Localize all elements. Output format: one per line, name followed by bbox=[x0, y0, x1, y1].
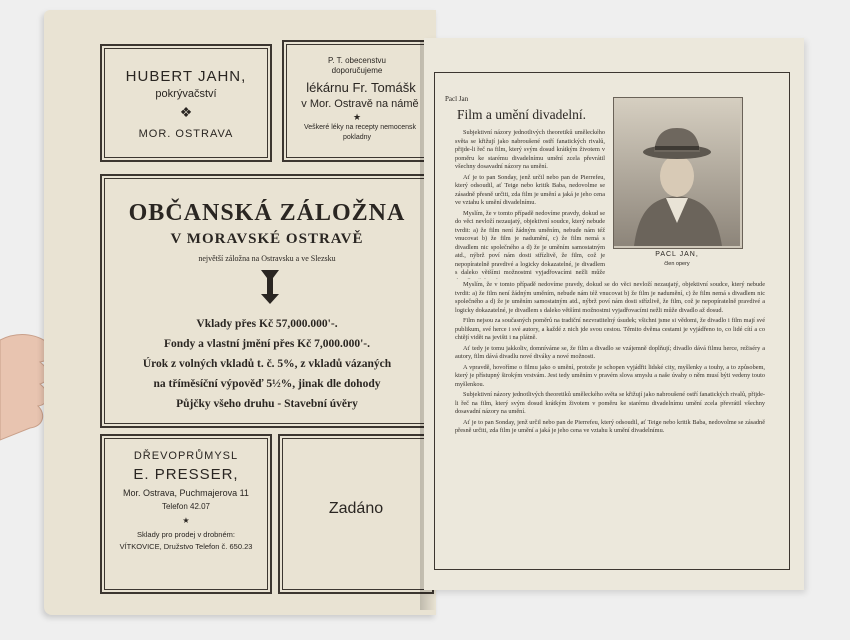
article-paragraph: Subjektivní názory jednotlivých theoretiků uměleckého světa se křižují jako nabroušené ostří fanatických rivalů, přijde-li řeč na film, který svým dosud krátkým životem v poměru ke starému divadelnímu umění zcela převrátil všechny dosavadní názory na umění. bbox=[455, 391, 765, 415]
article-frame bbox=[434, 72, 790, 570]
zalozna-subtitle: V MORAVSKÉ OSTRAVĚ bbox=[170, 231, 364, 247]
zalozna-tagline: největší záložna na Ostravsku a ve Slezsku bbox=[198, 254, 336, 263]
article-paragraph: Myslím, že v tomto případě nedovíme pravdy, dokud se do věci nevloží nezaujatý, objektivní soudce, který nebude tvrdit: a) že film není žádným uměním, nebude nám též vnucovat b) že film je nadumění, c) že film nemá s divadlem nic společného a d) že je uměním samostatným atd., nýbrž poví nám dosti střízlivě, že film, což je nepopíratelně pravdivé a logicky dokazatelné, je divadlem s daleko většími možnostmi vyjadřovacími nežli může bbox=[455, 209, 605, 276]
article-author: Pacl Jan bbox=[445, 95, 469, 103]
presser-line3: Mor. Ostrava, Puchmajerova 11 bbox=[123, 488, 249, 498]
ad-obcanska-zalozna bbox=[100, 174, 434, 428]
article-paragraph: Ať je to pan Sonday, jenž určil nebo pan de Pierrefeu, který odsoudil, ať Teige nebo kritik Baba, nedovolme se zásadně přesně určiti, zda film je umění a jaká je jeho cena ve vztahu k umění divadelnímu. bbox=[455, 173, 605, 206]
article-paragraph: Subjektivní názory jednotlivých theoretiků uměleckého světa se křižují jako nabroušené ostří fanatických rivalů, přijde-li řeč na film, který svým dosud krátkým životem v poměru ke starému divadelnímu umění zcela převrátil všechny dosavadní názory na umění. bbox=[455, 129, 605, 170]
zalozna-line-notice: na tříměsíční výpověď 5½%, jinak dle dohody bbox=[153, 378, 381, 390]
presser-line1: DŘEVOPRŮMYSL bbox=[133, 450, 239, 462]
right-page bbox=[424, 38, 804, 590]
zalozna-line-funds: Fondy a vlastní jmění přes Kč 7,000.000'-. bbox=[163, 338, 371, 350]
ad-pharmacy-line1: P. T. obecenstvu bbox=[328, 56, 386, 65]
ad-pharmacy-line4: v Mor. Ostravě na námě bbox=[301, 98, 419, 110]
down-arrow-icon bbox=[259, 268, 281, 306]
ad-zadano bbox=[278, 434, 434, 594]
article-title: Film a umění divadelní. bbox=[457, 107, 586, 122]
zadano-text: Zadáno bbox=[328, 500, 384, 517]
photo-subcaption: člen opery bbox=[664, 261, 690, 267]
article-paragraph: A vpravdě, hovoříme o filmu jako o umění, protože je schopen vyjádřit lidské city, myšlenky a touhy, a to způsobem, který je přístupný širokým vrstvám. Jest tedy uměním v pravém slova smyslu a naše úvahy o něm musí býti vedeny touto myšlenkou. bbox=[455, 363, 765, 388]
presser-line2: E. PRESSER, bbox=[133, 466, 239, 483]
star-icon: ★ bbox=[182, 516, 190, 525]
ad-hubert-jahn bbox=[100, 44, 272, 162]
zalozna-title: OBČANSKÁ ZÁLOŽNA bbox=[128, 200, 406, 226]
ad-jahn-name: HUBERT JAHN, bbox=[125, 68, 247, 85]
ad-presser bbox=[100, 434, 272, 594]
ornament-icon: ❖ bbox=[179, 104, 193, 120]
ad-pharmacy-line3: lékárnu Fr. Tomášk bbox=[306, 80, 416, 95]
ad-pharmacy-tomasek bbox=[282, 40, 432, 162]
ad-pharmacy-line6: pokladny bbox=[342, 134, 372, 141]
article-paragraph: Ať je to pan Sonday, jenž určil nebo pan de Pierrefeu, který odsoudil, ať Teige nebo kritik Baba, nedovolme se zásadně přesně určiti, zda film je umění a jaká je jeho cena ve vztahu k umění divadelnímu. bbox=[455, 418, 765, 434]
article-paragraph: Myslím, že v tomto případě nedovíme pravdy, dokud se do věci nevloží nezaujatý, objektivní soudce, který nebude tvrdit: a) že film není žádným uměním, nebude nám též vnucovat b) že film je nadumění, c) že film nemá s divadlem nic společného a d) že je uměním samostatným atd., nýbrž poví nám dosti střízlivě, že film, což je nepopíratelně pravdivé a logicky dokazatelné, je divadlem s daleko většími možnostmi vyjadřovacími nežli může divadlo až dosud. bbox=[455, 281, 765, 314]
article-paragraph: Ať tedy je tomu jakkoliv, domníváme se, že film a divadlo se vzájemně doplňují; divadlo dává filmu herce, režiséry a autory, film dává divadlu nové diváky a nové možnosti. bbox=[455, 344, 765, 360]
star-icon: ★ bbox=[352, 112, 362, 122]
ad-pharmacy-line5: Veškeré léky na recepty nemocensk bbox=[303, 124, 417, 131]
portrait-frame bbox=[613, 97, 743, 249]
photo-caption: PACL JAN, bbox=[655, 251, 699, 258]
presser-line6: VÍTKOVICE, Družstvo Telefon č. 650.23 bbox=[119, 542, 253, 551]
zalozna-line-interest: Úrok z volných vkladů t. č. 5%, z vkladů vázaných bbox=[142, 358, 392, 370]
presser-line5: Sklady pro prodej v drobném: bbox=[137, 530, 235, 539]
left-page bbox=[44, 10, 436, 615]
ad-pharmacy-line2: doporučujeme bbox=[331, 66, 383, 75]
article-body-full bbox=[455, 281, 765, 553]
portrait-photo bbox=[614, 98, 740, 246]
zalozna-line-deposits: Vklady přes Kč 57,000.000'-. bbox=[196, 318, 338, 330]
article-body-column bbox=[455, 129, 605, 279]
zalozna-line-loans: Půjčky všeho druhu - Stavební úvěry bbox=[176, 398, 358, 410]
article-paragraph: Film nejsou za současných poměrů na tradiční nezvratitelný úsudek; všichni jsme si vědomi, že divadlo i film mají své publikum, své herce i své autory, a každé z nich jde svou cestou. Těmito dvěma cestami je vyjádřeno to, co lidé cítí a co chtějí vidět na jevišti i na plátně. bbox=[455, 317, 765, 341]
ad-jahn-trade: pokrývačství bbox=[155, 88, 217, 100]
ad-jahn-city: MOR. OSTRAVA bbox=[138, 128, 234, 140]
presser-line4: Telefon 42.07 bbox=[161, 502, 211, 511]
